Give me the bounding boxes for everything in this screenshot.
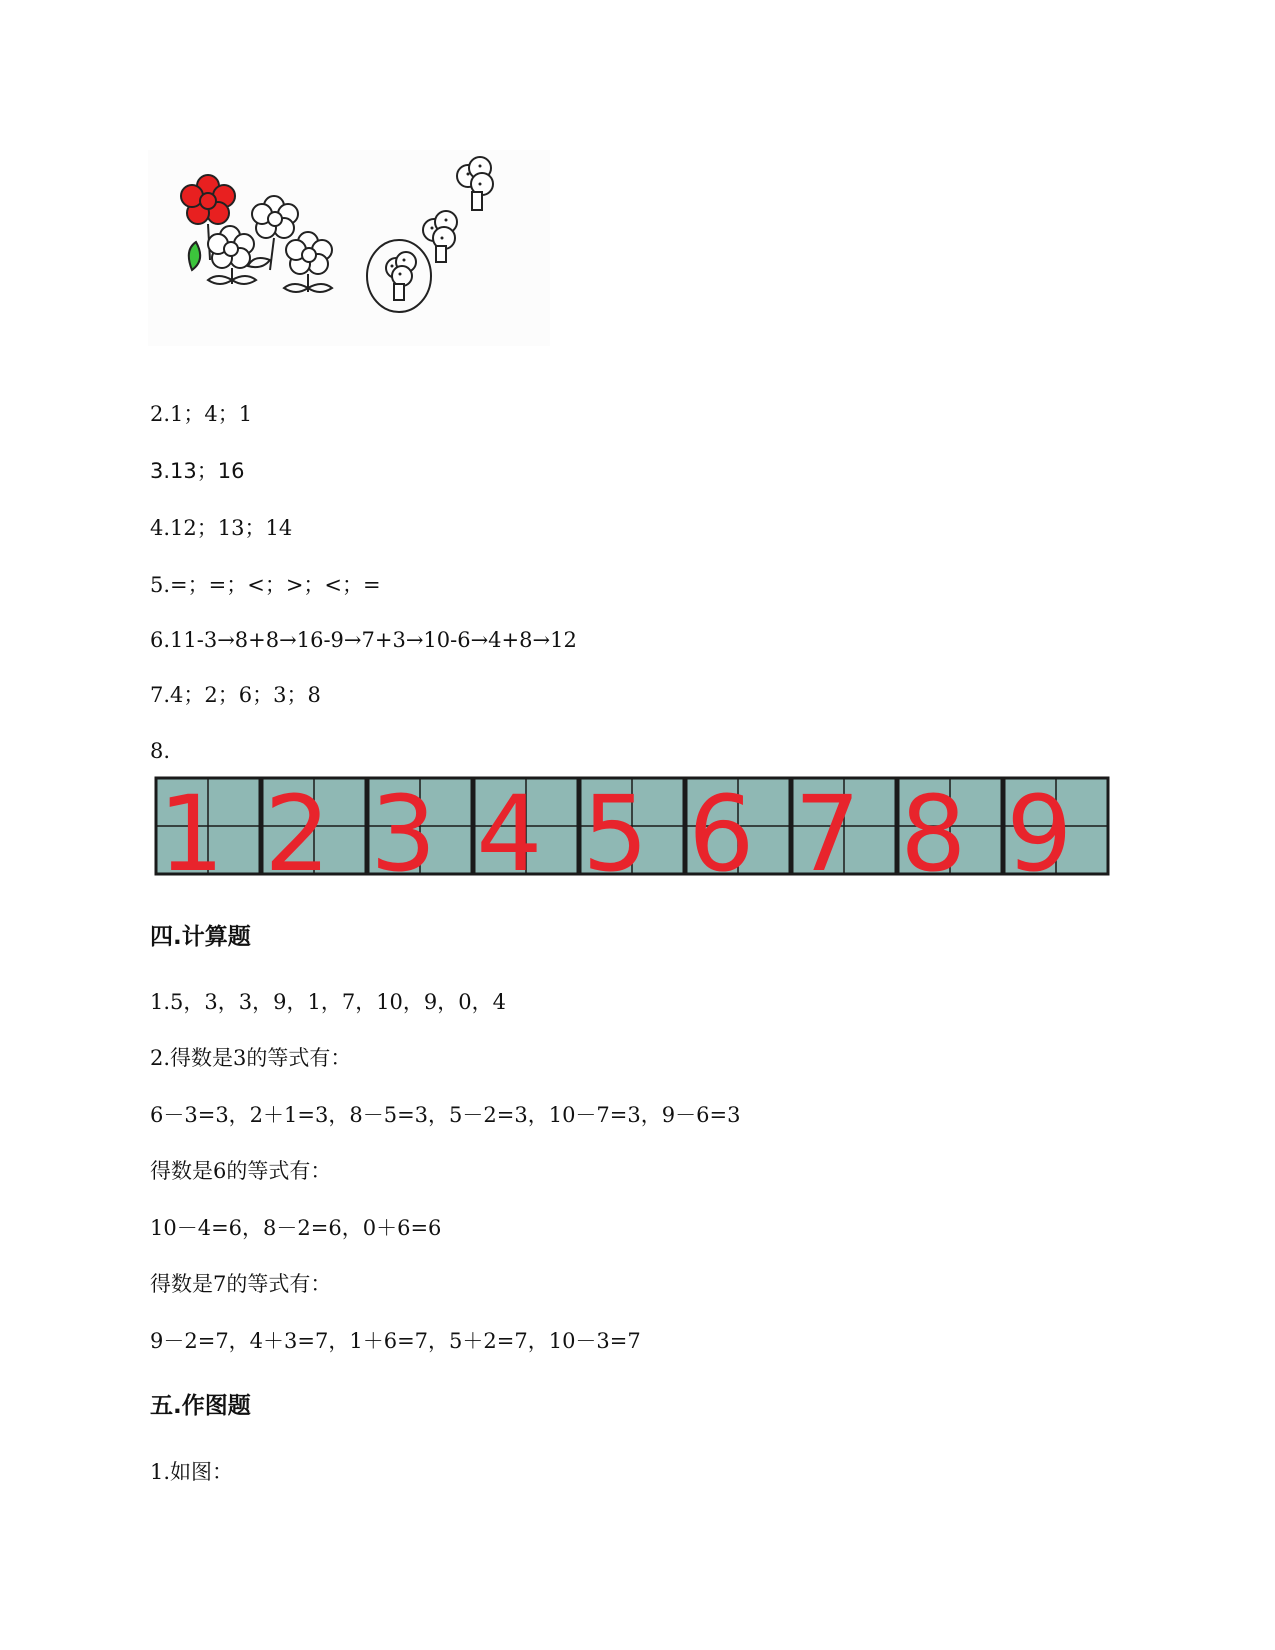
section-4-eq7: 9－2=7，4＋3=7，1＋6=7，5＋2=7，10－3=7 <box>150 1329 641 1353</box>
digit-label: 6 <box>688 774 755 878</box>
flowers-and-trees-illustration <box>148 150 550 346</box>
answer-8: 8. <box>150 739 171 763</box>
green-leaf-icon <box>189 242 200 270</box>
section-4-q1: 1.5，3，3，9，1，7，10，9，0，4 <box>150 990 507 1014</box>
digit-cell <box>686 774 790 878</box>
section-4-title: 四.计算题 <box>150 924 251 950</box>
answer-6: 6.11-3→8+8→16-9→7+3→10-6→4+8→12 <box>150 628 577 652</box>
answer-7: 7.4；2；6；3；8 <box>150 683 321 707</box>
digit-label: 1 <box>158 774 225 878</box>
white-flower-icon <box>284 232 332 292</box>
digit-label: 8 <box>900 774 967 878</box>
section-4-intro6: 得数是6的等式有： <box>150 1159 332 1183</box>
digit-label: 4 <box>476 774 543 878</box>
digit-cell <box>898 774 1002 878</box>
answer-2: 2.1；4；1 <box>150 402 253 426</box>
white-flower-icon <box>208 226 256 284</box>
section-4-eq3: 6－3=3，2＋1=3，8－5=3，5－2=3，10－7=3，9－6=3 <box>150 1103 741 1127</box>
answer-3: 3.13；16 <box>150 459 245 483</box>
digit-cell <box>792 774 896 878</box>
answer-4: 4.12；13；14 <box>150 516 293 540</box>
digit-cell <box>1004 774 1108 878</box>
digit-cell <box>262 774 366 878</box>
answer-5: 5.=；=；<；>；<；= <box>150 573 381 597</box>
digit-writing-grid <box>154 774 1116 878</box>
tree-icon <box>457 157 493 210</box>
digit-cell <box>474 774 578 878</box>
section-4-eq6: 10－4=6，8－2=6，0＋6=6 <box>150 1216 442 1240</box>
digit-label: 5 <box>582 774 649 878</box>
tree-icon <box>423 211 457 262</box>
digit-cell <box>368 774 472 878</box>
section-4-q2-intro: 2.得数是3的等式有： <box>150 1046 352 1070</box>
section-5-q1: 1.如图： <box>150 1460 234 1484</box>
digit-label: 3 <box>370 774 437 878</box>
section-4-intro7: 得数是7的等式有： <box>150 1272 332 1296</box>
digit-label: 7 <box>794 774 861 878</box>
digit-label: 2 <box>264 774 331 878</box>
digit-label: 9 <box>1006 774 1073 878</box>
section-5-title: 五.作图题 <box>150 1393 251 1419</box>
digit-cell <box>580 774 684 878</box>
circled-tree-icon <box>367 240 431 312</box>
digit-cell <box>156 774 260 878</box>
